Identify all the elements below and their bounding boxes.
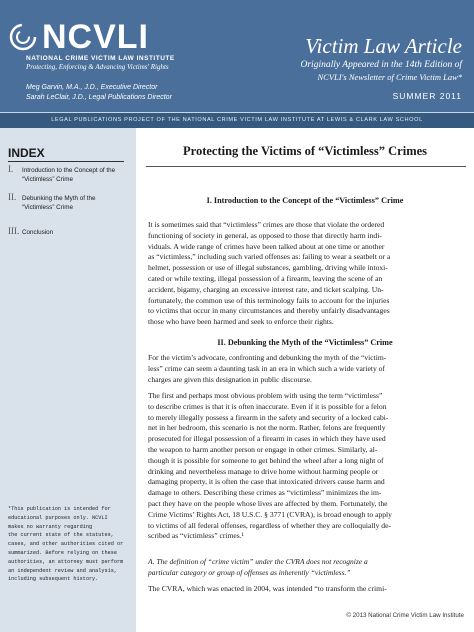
index-label: Introduction to the Concept of the “Victimless” Crime [22, 167, 116, 183]
text-line: drinking and nevertheless manage to drive home without harming people or [148, 466, 379, 476]
section-heading-introduction: I. Introduction to the Concept of the “Victimless” Crime [206, 196, 404, 205]
header-band [0, 0, 474, 112]
disclaimer-line: the current state of the statutes, [8, 532, 114, 539]
text-line: prosecuted for illegal possession of a firearm in cases in which they have used [148, 434, 386, 444]
text-line: to describe crimes is that it is often inaccurate. Even if it is possible for a felon [148, 401, 387, 411]
section-heading-debunking: II. Debunking the Myth of the “Victimless” Crime [217, 338, 393, 347]
text-line: pact they have on the people whose lives are affected by them. Fortunately, the [148, 498, 388, 508]
text-line: viduals. A wide range of crimes have been talked about at one time or another [148, 241, 385, 251]
index-number: I. [8, 164, 14, 174]
disclaimer-line: an independent review and analysis, [8, 567, 117, 574]
index-number: III. [8, 226, 20, 236]
series-title: Victim Law Article [305, 34, 462, 58]
text-line: to victims that occur in many circumstances and thereby unfairly disadvantages [148, 306, 390, 316]
text-line: functioning of society in general, as opposed to those that directly harm indi- [148, 230, 382, 240]
staff-publications: Sarah LeClair, J.D., Legal Publications Director [26, 94, 172, 101]
text-line: It is sometimes said that “victimless” crimes are those that violate the ordered [148, 220, 385, 229]
index-divider [8, 161, 124, 162]
copyright: © 2013 National Crime Victim Law Institute [346, 612, 464, 619]
text-line: to victims of all federal offenses, regardless of whether they are colloquially de- [148, 520, 391, 530]
text-line: accident, bigamy, charging an excessive interest rate, and ticket scalping. Un- [148, 284, 384, 294]
paragraph-first-problem [148, 391, 470, 542]
title-divider [146, 166, 466, 167]
text-line: For the victim’s advocate, confronting and debunking the myth of the “victim- [148, 353, 387, 362]
project-text: LEGAL PUBLICATIONS PROJECT OF THE NATIONAL CRIME VICTIM LAW INSTITUTE AT LEWIS & CLARK LAW SCHOOL [51, 117, 423, 123]
text-line: those who have been harmed and seek to enforce their rights. [148, 317, 334, 327]
text-line: cated or while texting, illegal possession of a firearm, leaving the scene of an [148, 273, 383, 283]
article-title: Protecting the Victims of “Victimless” Crimes [182, 144, 428, 158]
disclaimer-line: authorities, an attorney must perform [8, 558, 124, 565]
text-line: fortunately, the common use of this terminology fails to account for the injuries [148, 295, 390, 305]
org-name: NATIONAL CRIME VICTIM LAW INSTITUTE [26, 55, 175, 62]
disclaimer-line: cases, and other authorities cited or [8, 541, 124, 548]
paragraph-intro [148, 220, 470, 328]
logo-swirl-icon [8, 22, 38, 52]
subsection-heading-a [148, 556, 470, 578]
disclaimer-line: makes no warranty regarding [8, 523, 93, 530]
index-label: Debunking the Myth of the “Victimless” Crime [22, 195, 96, 211]
disclaimer-line: educational purposes only. NCVLI [8, 514, 108, 521]
text-line: as “victimless,” including such varied offenses as: failing to wear a seatbelt or a [148, 252, 391, 262]
disclaimer-line: *This publication is intended for [8, 506, 111, 512]
text-line: helmet, possession or use of illegal substances, gambling, driving while intoxi- [148, 263, 388, 273]
disclaimer [8, 505, 132, 584]
index-label: Conclusion [22, 229, 54, 236]
text-line: to merely illegally possess a firearm in the safety and security of a locked cabi- [148, 412, 389, 422]
project-band [0, 112, 474, 128]
text-line: The first and perhaps most obvious problem with using the term “victimless” [148, 391, 383, 400]
text-line: damaging property, it is often the case that intoxicated drivers cause harm and [148, 477, 385, 487]
ncvli-logo [8, 18, 149, 56]
text-line: damage to others. Describing these crimes as “victimless” minimizes the im- [148, 488, 382, 498]
disclaimer-line: including subsequent history. [8, 576, 99, 583]
issue-label: SUMMER 2011 [392, 91, 462, 101]
disclaimer-line: summarized. Before relying on these [8, 549, 117, 556]
text-line: scribed as “victimless” crimes.¹ [148, 531, 244, 541]
text-line: less” crime can seem a daunting task in an era in which such a wide variety of [148, 363, 386, 373]
text-line: The CVRA, which was enacted in 2004, was intended “to transform the crimi- [148, 584, 387, 593]
logo-text: NCVLI [42, 18, 149, 56]
index-title: INDEX [8, 146, 45, 160]
text-line: though it is possible for someone to get behind the wheel after a long night of [148, 455, 384, 465]
text-line: A. The definition of “crime victim” under the CVRA does not recognize a [148, 557, 368, 566]
staff-director: Meg Garvin, M.A., J.D., Executive Director [26, 84, 158, 91]
newsletter-line: NCVLI's Newsletter of Crime Victim Law* [317, 72, 462, 82]
index-number: II. [8, 192, 17, 202]
text-line: Crime Victims’ Rights Act, 18 U.S.C. § 3771 (CVRA), is broad enough to apply [148, 509, 392, 519]
text-line: the weapon to harm another person or engage in other crimes. Similarly, al- [148, 444, 378, 454]
text-line: particular category or group of offenses as inherently “victimless.” [148, 568, 351, 577]
text-line: net in her bedroom, this scenario is not the norm. Rather, felons are frequently [148, 423, 386, 433]
paragraph-advocate [148, 353, 470, 385]
originally-appeared: Originally Appeared in the 14th Edition of [300, 60, 462, 70]
text-line: charges are given this designation in public discourse. [148, 374, 312, 384]
paragraph-cvra [148, 584, 470, 595]
tagline: Protecting, Enforcing & Advancing Victims' Rights [26, 63, 169, 71]
